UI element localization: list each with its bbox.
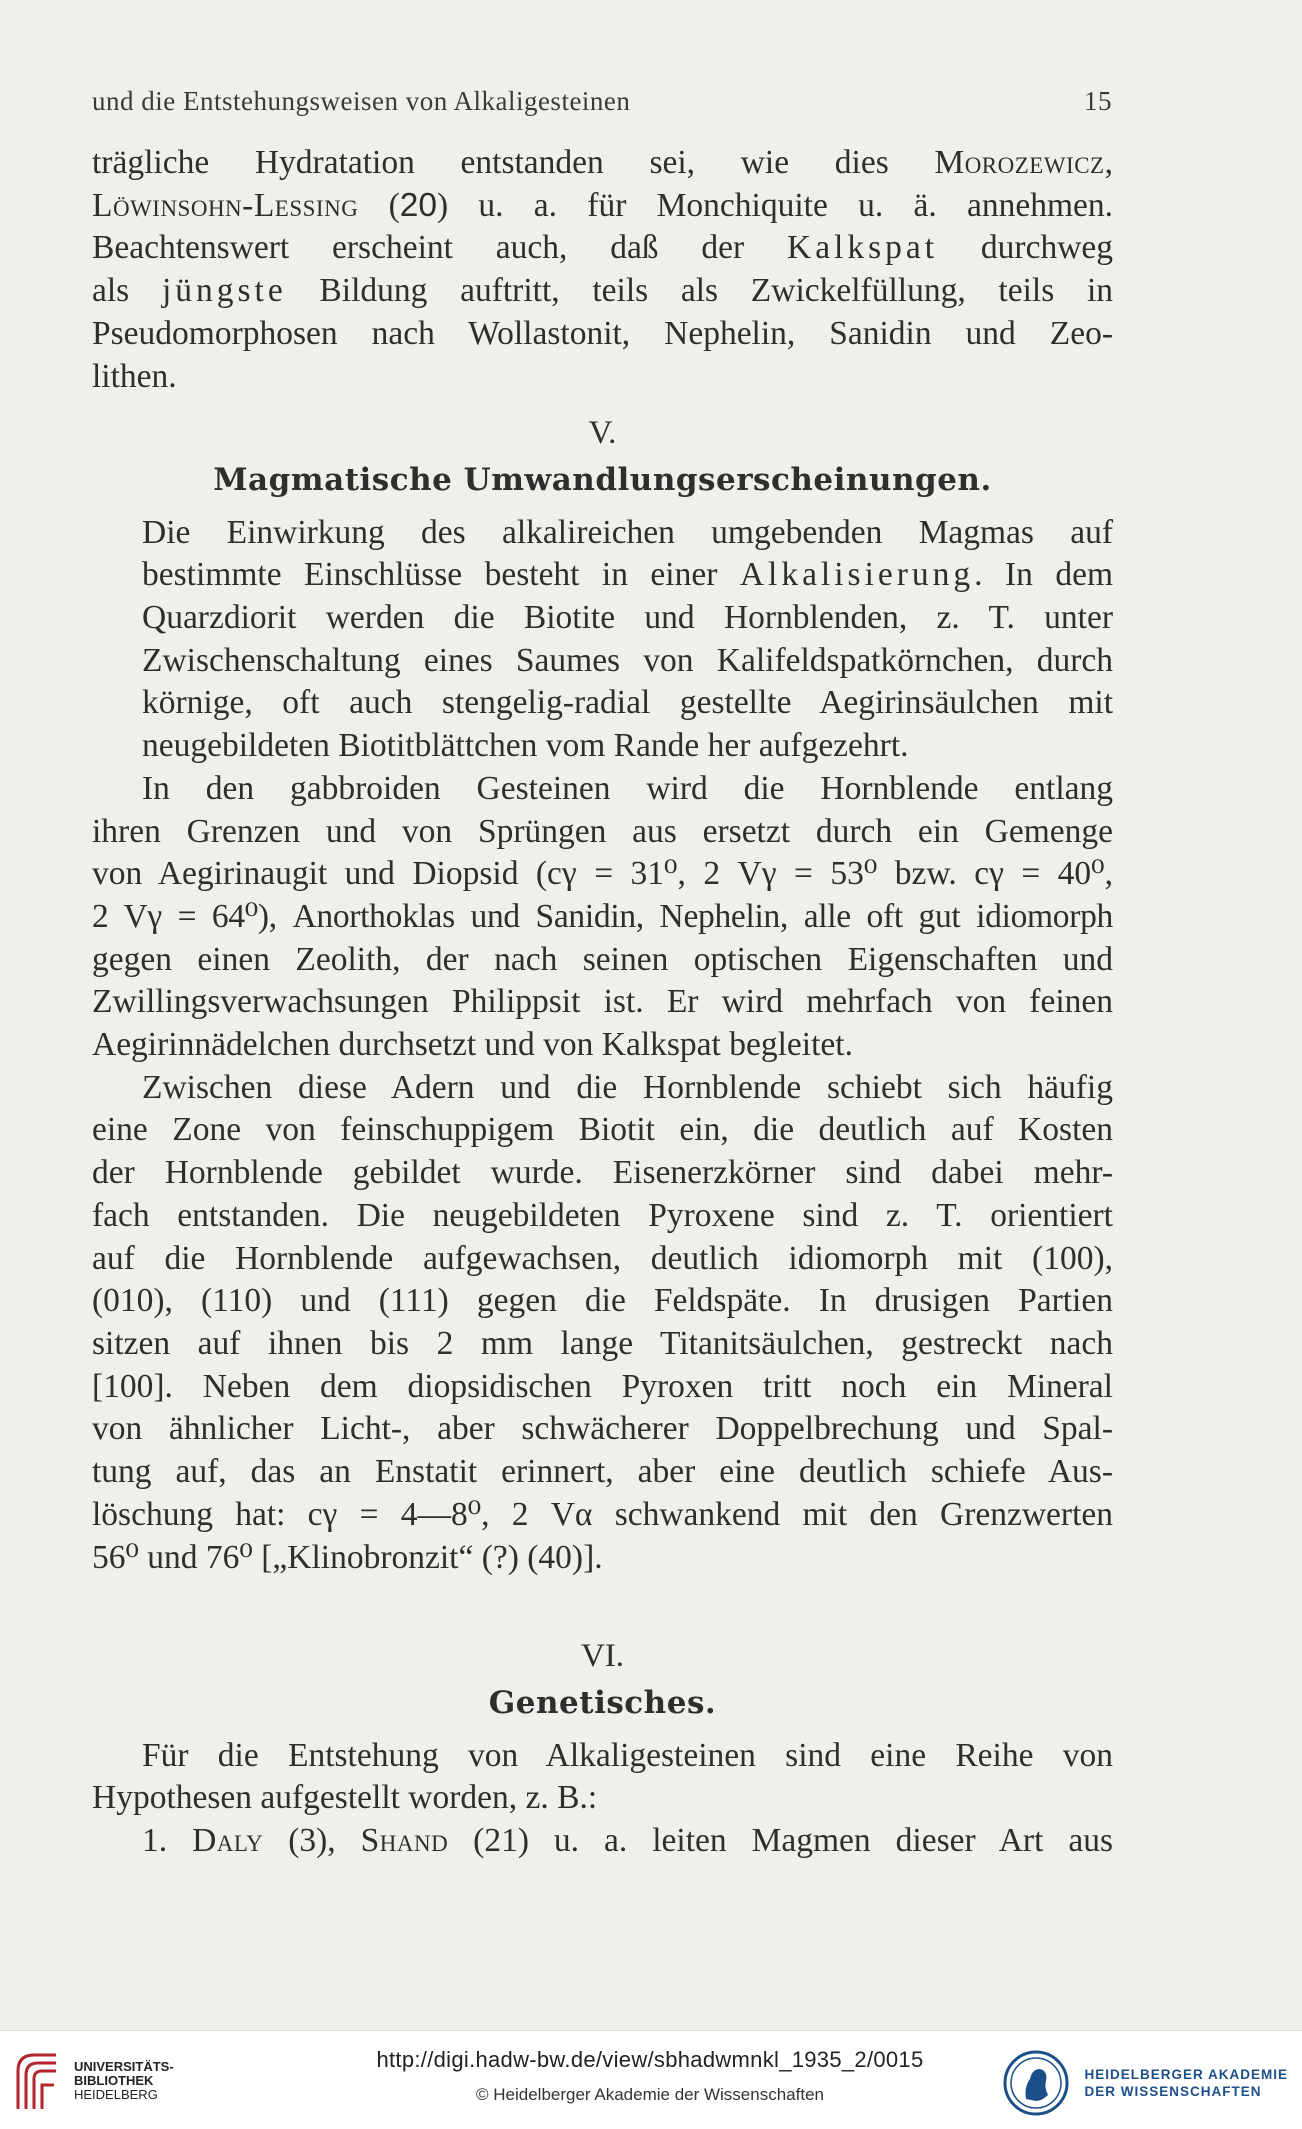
text-line: Zwillingsverwachsungen Philippsit ist. Er wird mehrfach von feinen	[92, 983, 1113, 1021]
library-logo-icon	[14, 2051, 60, 2111]
text-line: von ähnlicher Licht-, aber schwächerer Doppelbrechung und Spal-	[92, 1410, 1113, 1448]
text-line: lithen.	[92, 357, 177, 395]
section-title: Genetisches.	[488, 1684, 717, 1721]
academy-seal-icon	[1002, 2049, 1070, 2117]
university-library-logo[interactable]	[14, 2051, 174, 2111]
text-line: körnige, oft auch stengelig-radial gestellte Aegirinsäulchen mit	[142, 684, 1113, 722]
text-line: (010), (110) und (111) gegen die Feldspäte. In drusigen Partien	[92, 1282, 1113, 1320]
text-line: tung auf, das an Enstatit erinnert, aber eine deutlich schiefe Aus-	[92, 1453, 1113, 1491]
body-text	[92, 142, 1113, 1863]
reference-number: 20	[399, 186, 437, 224]
academy-name-line: HEIDELBERGER AKADEMIE	[1084, 2067, 1288, 2082]
spacer	[92, 1579, 1113, 1621]
text-line: gegen einen Zeolith, der nach seinen optischen Eigenschaften und	[92, 940, 1113, 978]
text-line: Hypothesen aufgestellt worden, z. B.:	[92, 1779, 598, 1817]
text-line: Zwischenschaltung eines Saumes von Kalifeldspatkörnchen, durch	[142, 641, 1113, 679]
text-line: der Hornblende gebildet wurde. Eisenerzkörner sind dabei mehr-	[92, 1154, 1113, 1192]
running-head	[92, 86, 1112, 117]
text-line: ihren Grenzen und von Sprüngen aus ersetzt durch ein Gemenge	[92, 812, 1113, 850]
text-line: 1. Daly (3), Shand (21) u. a. leiten Magmen dieser Art aus	[142, 1822, 1114, 1860]
library-name-line: HEIDELBERG	[74, 2087, 158, 2102]
text-line: bestimmte Einschlüsse besteht in einer Alkalisierung. In dem	[142, 556, 1113, 594]
paragraph-2	[92, 512, 1113, 768]
academy-name-line: DER WISSENSCHAFTEN	[1084, 2084, 1262, 2099]
library-name-line: UNIVERSITÄTS-	[74, 2059, 174, 2074]
page-number: 15	[1084, 86, 1112, 116]
text-line: sitzen auf ihnen bis 2 mm lange Titanitsäulchen, gestreckt nach	[92, 1324, 1113, 1362]
text-line: als jüngste Bildung auftritt, teils als Zwickelfüllung, teils in	[92, 272, 1114, 310]
section-title: Magmatische Umwandlungserscheinungen.	[213, 461, 992, 498]
text-line: neugebildeten Biotitblättchen vom Rande her aufgezehrt.	[142, 727, 909, 765]
text-line: Quarzdiorit werden die Biotite und Hornblenden, z. T. unter	[142, 599, 1113, 637]
copyright-notice: © Heidelberger Akademie der Wissenschaften	[476, 2085, 824, 2104]
section-number: VI.	[580, 1638, 625, 1675]
viewer-footer	[0, 2030, 1302, 2129]
section-number: V.	[588, 415, 617, 452]
text-line: fach entstanden. Die neugebildeten Pyroxene sind z. T. orientiert	[92, 1196, 1113, 1234]
library-name-line: BIBLIOTHEK	[74, 2073, 154, 2088]
paragraph-3	[92, 768, 1113, 1067]
paragraph-4	[92, 1067, 1113, 1579]
text-line: Aegirinnädelchen durchsetzt und von Kalkspat begleitet.	[92, 1026, 853, 1064]
text-line: Die Einwirkung des alkalireichen umgebenden Magmas auf	[142, 513, 1113, 551]
text-line: von Aegirinaugit und Diopsid (cγ = 31⁰, 2 Vγ = 53⁰ bzw. cγ = 40⁰,	[92, 855, 1113, 893]
paragraph-1	[92, 142, 1113, 398]
academy-logo[interactable]	[1002, 2049, 1288, 2117]
text-line: Zwischen diese Adern und die Hornblende schiebt sich häufig	[142, 1068, 1113, 1106]
library-name	[74, 2060, 174, 2102]
academy-name	[1084, 2066, 1288, 2100]
paragraph-5	[92, 1735, 1113, 1863]
permalink-url[interactable]: http://digi.hadw-bw.de/view/sbhadwmnkl_1935_2/0015	[376, 2047, 924, 2072]
text-line: Pseudomorphosen nach Wollastonit, Nephelin, Sanidin und Zeo-	[92, 314, 1113, 352]
running-head-title: und die Entstehungsweisen von Alkaligesteinen	[92, 86, 631, 116]
text-line: eine Zone von feinschuppigem Biotit ein, die deutlich auf Kosten	[92, 1111, 1113, 1149]
text-line: Für die Entstehung von Alkaligesteinen sind eine Reihe von	[142, 1736, 1113, 1774]
text-line: löschung hat: cγ = 4—8⁰, 2 Vα schwankend mit den Grenzwerten	[92, 1495, 1113, 1533]
text-line: Löwinsohn-Lessing (20) u. a. für Monchiquite u. ä. annehmen.	[92, 186, 1113, 224]
citation	[240, 2047, 1060, 2105]
text-line: auf die Hornblende aufgewachsen, deutlich idiomorph mit (100),	[92, 1239, 1113, 1277]
text-line: 2 Vγ = 64⁰), Anorthoklas und Sanidin, Nephelin, alle oft gut idiomorph	[92, 897, 1113, 935]
text-line: [100]. Neben dem diopsidischen Pyroxen tritt noch ein Mineral	[92, 1367, 1113, 1405]
text-line: trägliche Hydratation entstanden sei, wie dies Morozewicz,	[92, 144, 1113, 181]
text-line: In den gabbroiden Gesteinen wird die Hornblende entlang	[142, 769, 1113, 807]
text-line: 56⁰ und 76⁰ [„Klinobronzit“ (?) (40)].	[92, 1538, 603, 1576]
text-line: Beachtenswert erscheint auch, daß der Kalkspat durchweg	[92, 229, 1114, 267]
